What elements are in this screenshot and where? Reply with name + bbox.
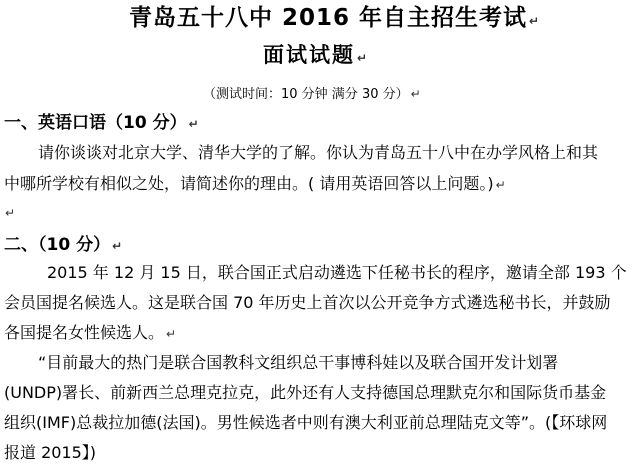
document-title xyxy=(129,4,540,35)
section1-text-1: 请你谈谈对北京大学、清华大学的了解。你认为青岛五十八中在办学风格上和其 xyxy=(38,143,599,162)
paragraph-mark-icon: ↵ xyxy=(357,51,370,65)
paragraph-mark-icon: ↵ xyxy=(495,178,506,192)
section2-para2-line-2 xyxy=(4,383,606,403)
section1-heading xyxy=(4,112,199,135)
section1-line-2 xyxy=(4,174,506,195)
section2-para1-text-3: 各国提名女性候选人。 xyxy=(4,323,165,342)
paragraph-mark-icon: ↵ xyxy=(529,14,541,28)
section2-para1-line-3 xyxy=(4,323,176,344)
section2-para1-text-2: 会员国提名候选人。这是联合国 70 年历史上首次以公开竞争方式遴选秘书长，并鼓励 xyxy=(4,293,611,312)
section2-para2-text-3: 组织(IMF)总裁拉加德(法国)。男性候选者中则有澳大利亚前总理陆克文等”。(【环球网 xyxy=(4,413,608,432)
section1-heading-text: 一、英语口语（10 分） xyxy=(4,113,187,133)
paragraph-mark-icon: ↵ xyxy=(410,87,421,101)
document-subtitle xyxy=(263,42,369,71)
section2-para2-text-1: “目前最大的热门是联合国教科文组织总干事博科娃以及联合国开发计划署 xyxy=(38,353,559,372)
section2-para1-line-2 xyxy=(4,293,611,313)
empty-paragraph-mark-icon: ↵ xyxy=(5,206,16,220)
exam-meta-text: （测试时间：10 分钟 满分 30 分） xyxy=(203,87,409,102)
section2-para2-text-2: (UNDP)署长、前新西兰总理克拉克，此外还有人支持德国总理默克尔和国际货币基金 xyxy=(4,383,607,402)
section1-line-1 xyxy=(38,143,598,163)
document-subtitle-text: 面试试题 xyxy=(263,43,355,67)
paragraph-mark-icon: ↵ xyxy=(188,117,199,131)
exam-meta xyxy=(203,85,421,104)
section1-text-2: 中哪所学校有相似之处，请简述你的理由。( 请用英语回答以上问题。) xyxy=(4,174,494,193)
section2-heading xyxy=(4,234,122,257)
section2-para2-text-4: 报道 2015】) xyxy=(4,443,97,462)
section2-para2-line-1 xyxy=(38,353,558,373)
section2-para1-text-1: 2015 年 12 月 15 日，联合国正式启动遴选下任秘书长的程序，邀请全部 193 个 xyxy=(47,263,627,282)
section2-para2-line-4 xyxy=(4,443,96,463)
paragraph-mark-icon: ↵ xyxy=(112,239,123,253)
section2-heading-text: 二、（10 分） xyxy=(4,235,111,255)
section2-para2-line-3 xyxy=(4,413,607,433)
paragraph-mark-icon: ↵ xyxy=(166,327,177,341)
section2-para1-line-1 xyxy=(47,263,627,283)
document-title-text: 青岛五十八中 2016 年自主招生考试 xyxy=(129,5,528,31)
